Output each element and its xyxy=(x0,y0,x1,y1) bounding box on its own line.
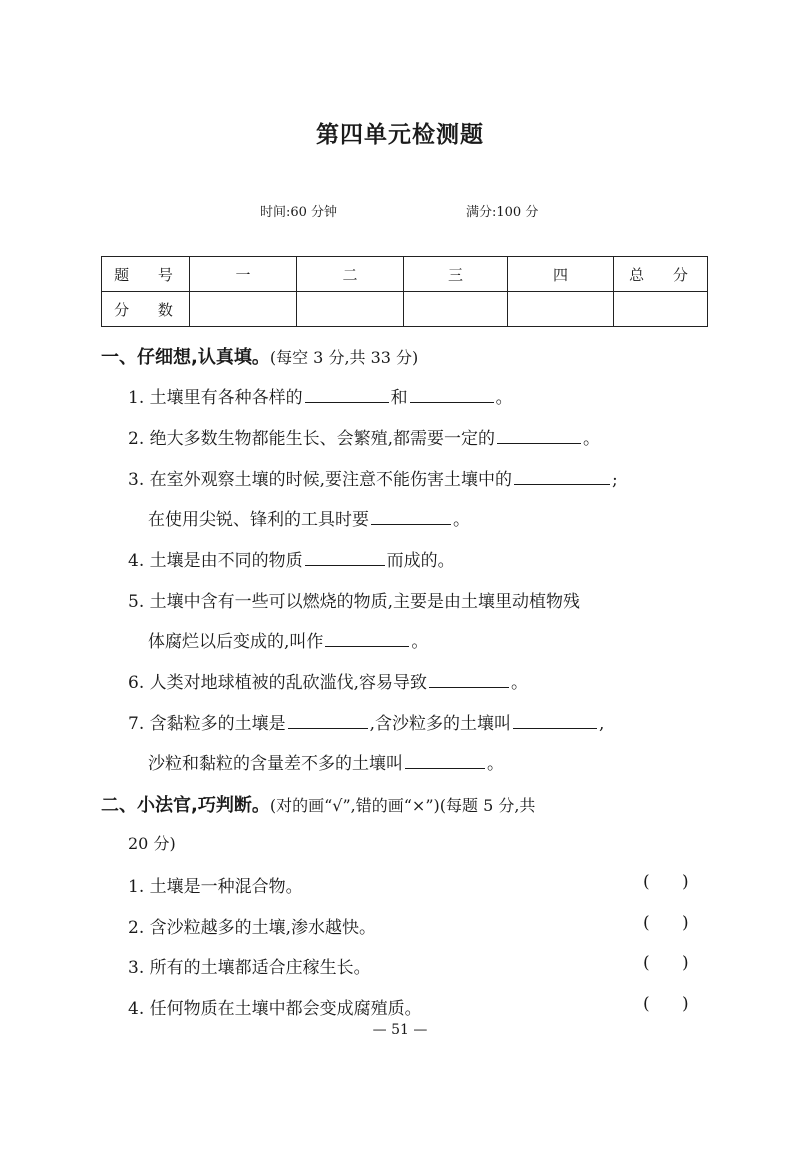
question-4 xyxy=(128,546,455,571)
score-table xyxy=(101,256,708,327)
score-cell[interactable] xyxy=(190,292,297,327)
q7-text-d: 沙粒和黏粒的含量差不多的土壤叫 xyxy=(148,754,403,774)
q1-text-a: 1. 土壤里有各种各样的 xyxy=(128,388,303,408)
question-1 xyxy=(128,383,513,408)
q7-text-e: 。 xyxy=(487,754,504,774)
header-cell: 总 分 xyxy=(614,257,708,292)
q5-text-a: 5. 土壤中含有一些可以燃烧的物质,主要是由土壤里动植物残 xyxy=(128,592,581,612)
q6-text-b: 。 xyxy=(511,673,529,693)
section2-note: (对的画“√”,错的画“×”)(每题 5 分,共 xyxy=(269,796,536,815)
answer-blank[interactable] xyxy=(405,750,485,769)
score-cell[interactable] xyxy=(297,292,404,327)
judge-item-3: 3. 所有的土壤都适合庄稼生长。 xyxy=(128,958,371,978)
answer-blank[interactable] xyxy=(325,628,409,647)
question-5-cont xyxy=(148,627,428,652)
answer-blank[interactable] xyxy=(305,547,385,566)
answer-parentheses[interactable]: ( ) xyxy=(643,913,689,933)
q3-text-c: 在使用尖锐、锋利的工具时要 xyxy=(148,510,369,530)
q2-text-a: 2. 绝大多数生物都能生长、会繁殖,都需要一定的 xyxy=(128,429,496,449)
header-cell: 二 xyxy=(297,257,404,292)
page-title: 第四单元检测题 xyxy=(316,122,484,148)
header-cell: 题 号 xyxy=(102,257,190,292)
q4-text-a: 4. 土壤是由不同的物质 xyxy=(128,551,303,571)
question-5 xyxy=(128,587,580,612)
answer-blank[interactable] xyxy=(429,669,509,688)
score-row-label: 分 数 xyxy=(102,292,190,327)
answer-blank[interactable] xyxy=(288,710,368,729)
page-number: — 51 — xyxy=(372,1022,428,1038)
answer-blank[interactable] xyxy=(497,425,581,444)
section2-note-cont: 20 分) xyxy=(128,834,176,853)
answer-blank[interactable] xyxy=(410,384,494,403)
score-table-header-row xyxy=(102,257,708,292)
score-table-score-row xyxy=(102,292,708,327)
section1-heading xyxy=(101,343,418,369)
section1-note: (每空 3 分,共 33 分) xyxy=(269,348,419,367)
answer-parentheses[interactable]: ( ) xyxy=(643,953,689,973)
answer-blank[interactable] xyxy=(371,506,451,525)
q5-text-c: 。 xyxy=(411,632,429,652)
q1-text-c: 。 xyxy=(495,388,513,408)
question-2 xyxy=(128,424,600,449)
question-3-cont xyxy=(148,505,470,530)
q3-text-b: ; xyxy=(612,470,618,490)
header-cell: 三 xyxy=(404,257,508,292)
score-cell[interactable] xyxy=(614,292,708,327)
answer-blank[interactable] xyxy=(305,384,389,403)
question-7 xyxy=(128,709,604,734)
header-cell: 四 xyxy=(508,257,614,292)
section1-title: 一、仔细想,认真填。 xyxy=(101,347,270,368)
full-score: 满分:100 分 xyxy=(466,205,539,220)
q1-text-b: 和 xyxy=(390,388,408,408)
section2-title: 二、小法官,巧判断。 xyxy=(101,795,270,816)
q6-text-a: 6. 人类对地球植被的乱砍滥伐,容易导致 xyxy=(128,673,428,693)
q3-text-d: 。 xyxy=(453,510,470,530)
q7-text-a: 7. 含黏粒多的土壤是 xyxy=(128,714,286,734)
judge-item-2: 2. 含沙粒越多的土壤,渗水越快。 xyxy=(128,918,377,938)
question-6 xyxy=(128,668,528,693)
section2-heading xyxy=(101,791,535,817)
judge-item-4: 4. 任何物质在土壤中都会变成腐殖质。 xyxy=(128,999,422,1019)
q3-text-a: 3. 在室外观察土壤的时候,要注意不能伤害土壤中的 xyxy=(128,470,513,490)
question-7-cont xyxy=(148,749,504,774)
answer-blank[interactable] xyxy=(513,710,597,729)
q7-text-b: ,含沙粒多的土壤叫 xyxy=(369,714,512,734)
q5-text-b: 体腐烂以后变成的,叫作 xyxy=(148,632,324,652)
answer-parentheses[interactable]: ( ) xyxy=(643,872,689,892)
score-cell[interactable] xyxy=(508,292,614,327)
judge-item-1: 1. 土壤是一种混合物。 xyxy=(128,877,303,897)
answer-parentheses[interactable]: ( ) xyxy=(643,994,689,1014)
score-cell[interactable] xyxy=(404,292,508,327)
header-cell: 一 xyxy=(190,257,297,292)
time-limit: 时间:60 分钟 xyxy=(260,205,338,220)
q7-text-c: , xyxy=(599,714,605,734)
answer-blank[interactable] xyxy=(514,466,610,485)
q2-text-b: 。 xyxy=(583,429,601,449)
question-3 xyxy=(128,465,618,490)
q4-text-b: 而成的。 xyxy=(386,551,455,571)
